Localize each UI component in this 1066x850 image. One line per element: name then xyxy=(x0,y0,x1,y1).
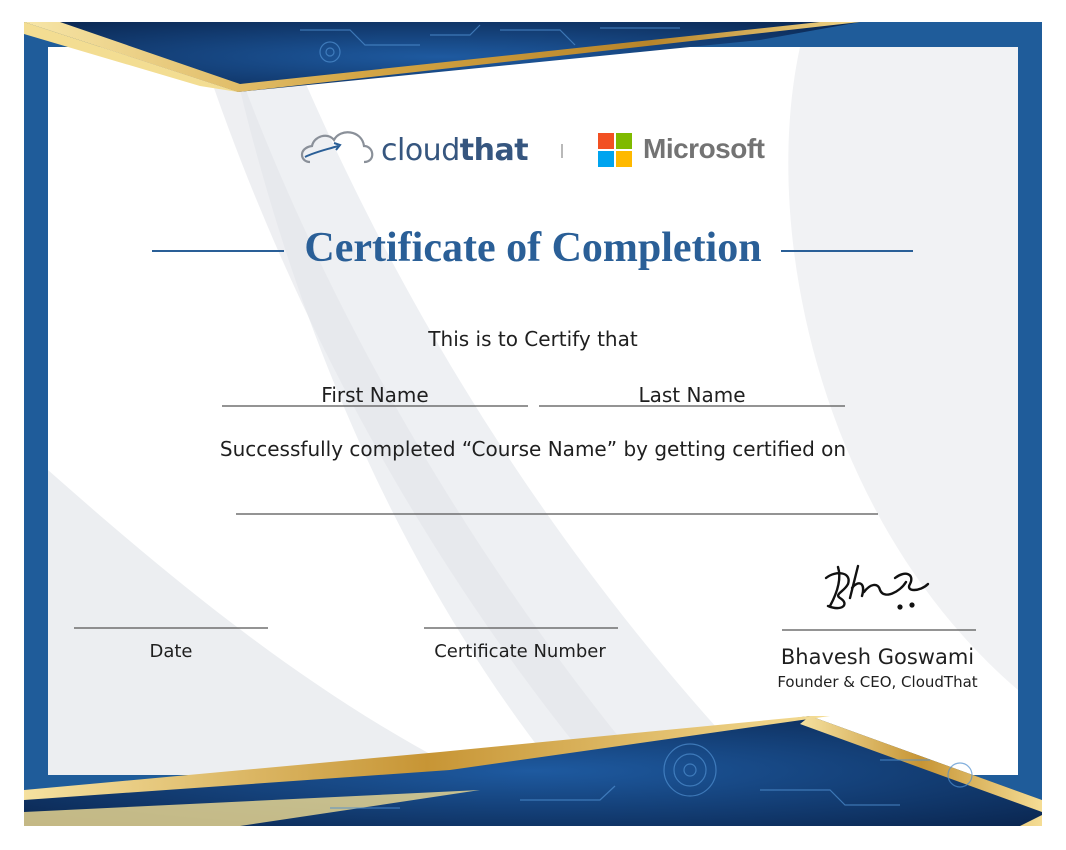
last-name-label: Last Name xyxy=(638,383,746,407)
certificate-number-label: Certificate Number xyxy=(434,641,606,662)
signer-name: Bhavesh Goswami xyxy=(780,645,975,669)
completion-line: Successfully completed “Course Name” by getting certified on xyxy=(219,437,847,461)
microsoft-logo-text: Microsoft xyxy=(643,133,765,164)
cloudthat-logo-text: cloudthat xyxy=(381,133,529,168)
signer-title: Founder & CEO, CloudThat xyxy=(777,673,978,691)
certificate-title: Certificate of Completion xyxy=(304,225,762,271)
date-label: Date xyxy=(149,641,193,662)
first-name-label: First Name xyxy=(321,383,429,407)
certify-line: This is to Certify that xyxy=(428,327,638,351)
